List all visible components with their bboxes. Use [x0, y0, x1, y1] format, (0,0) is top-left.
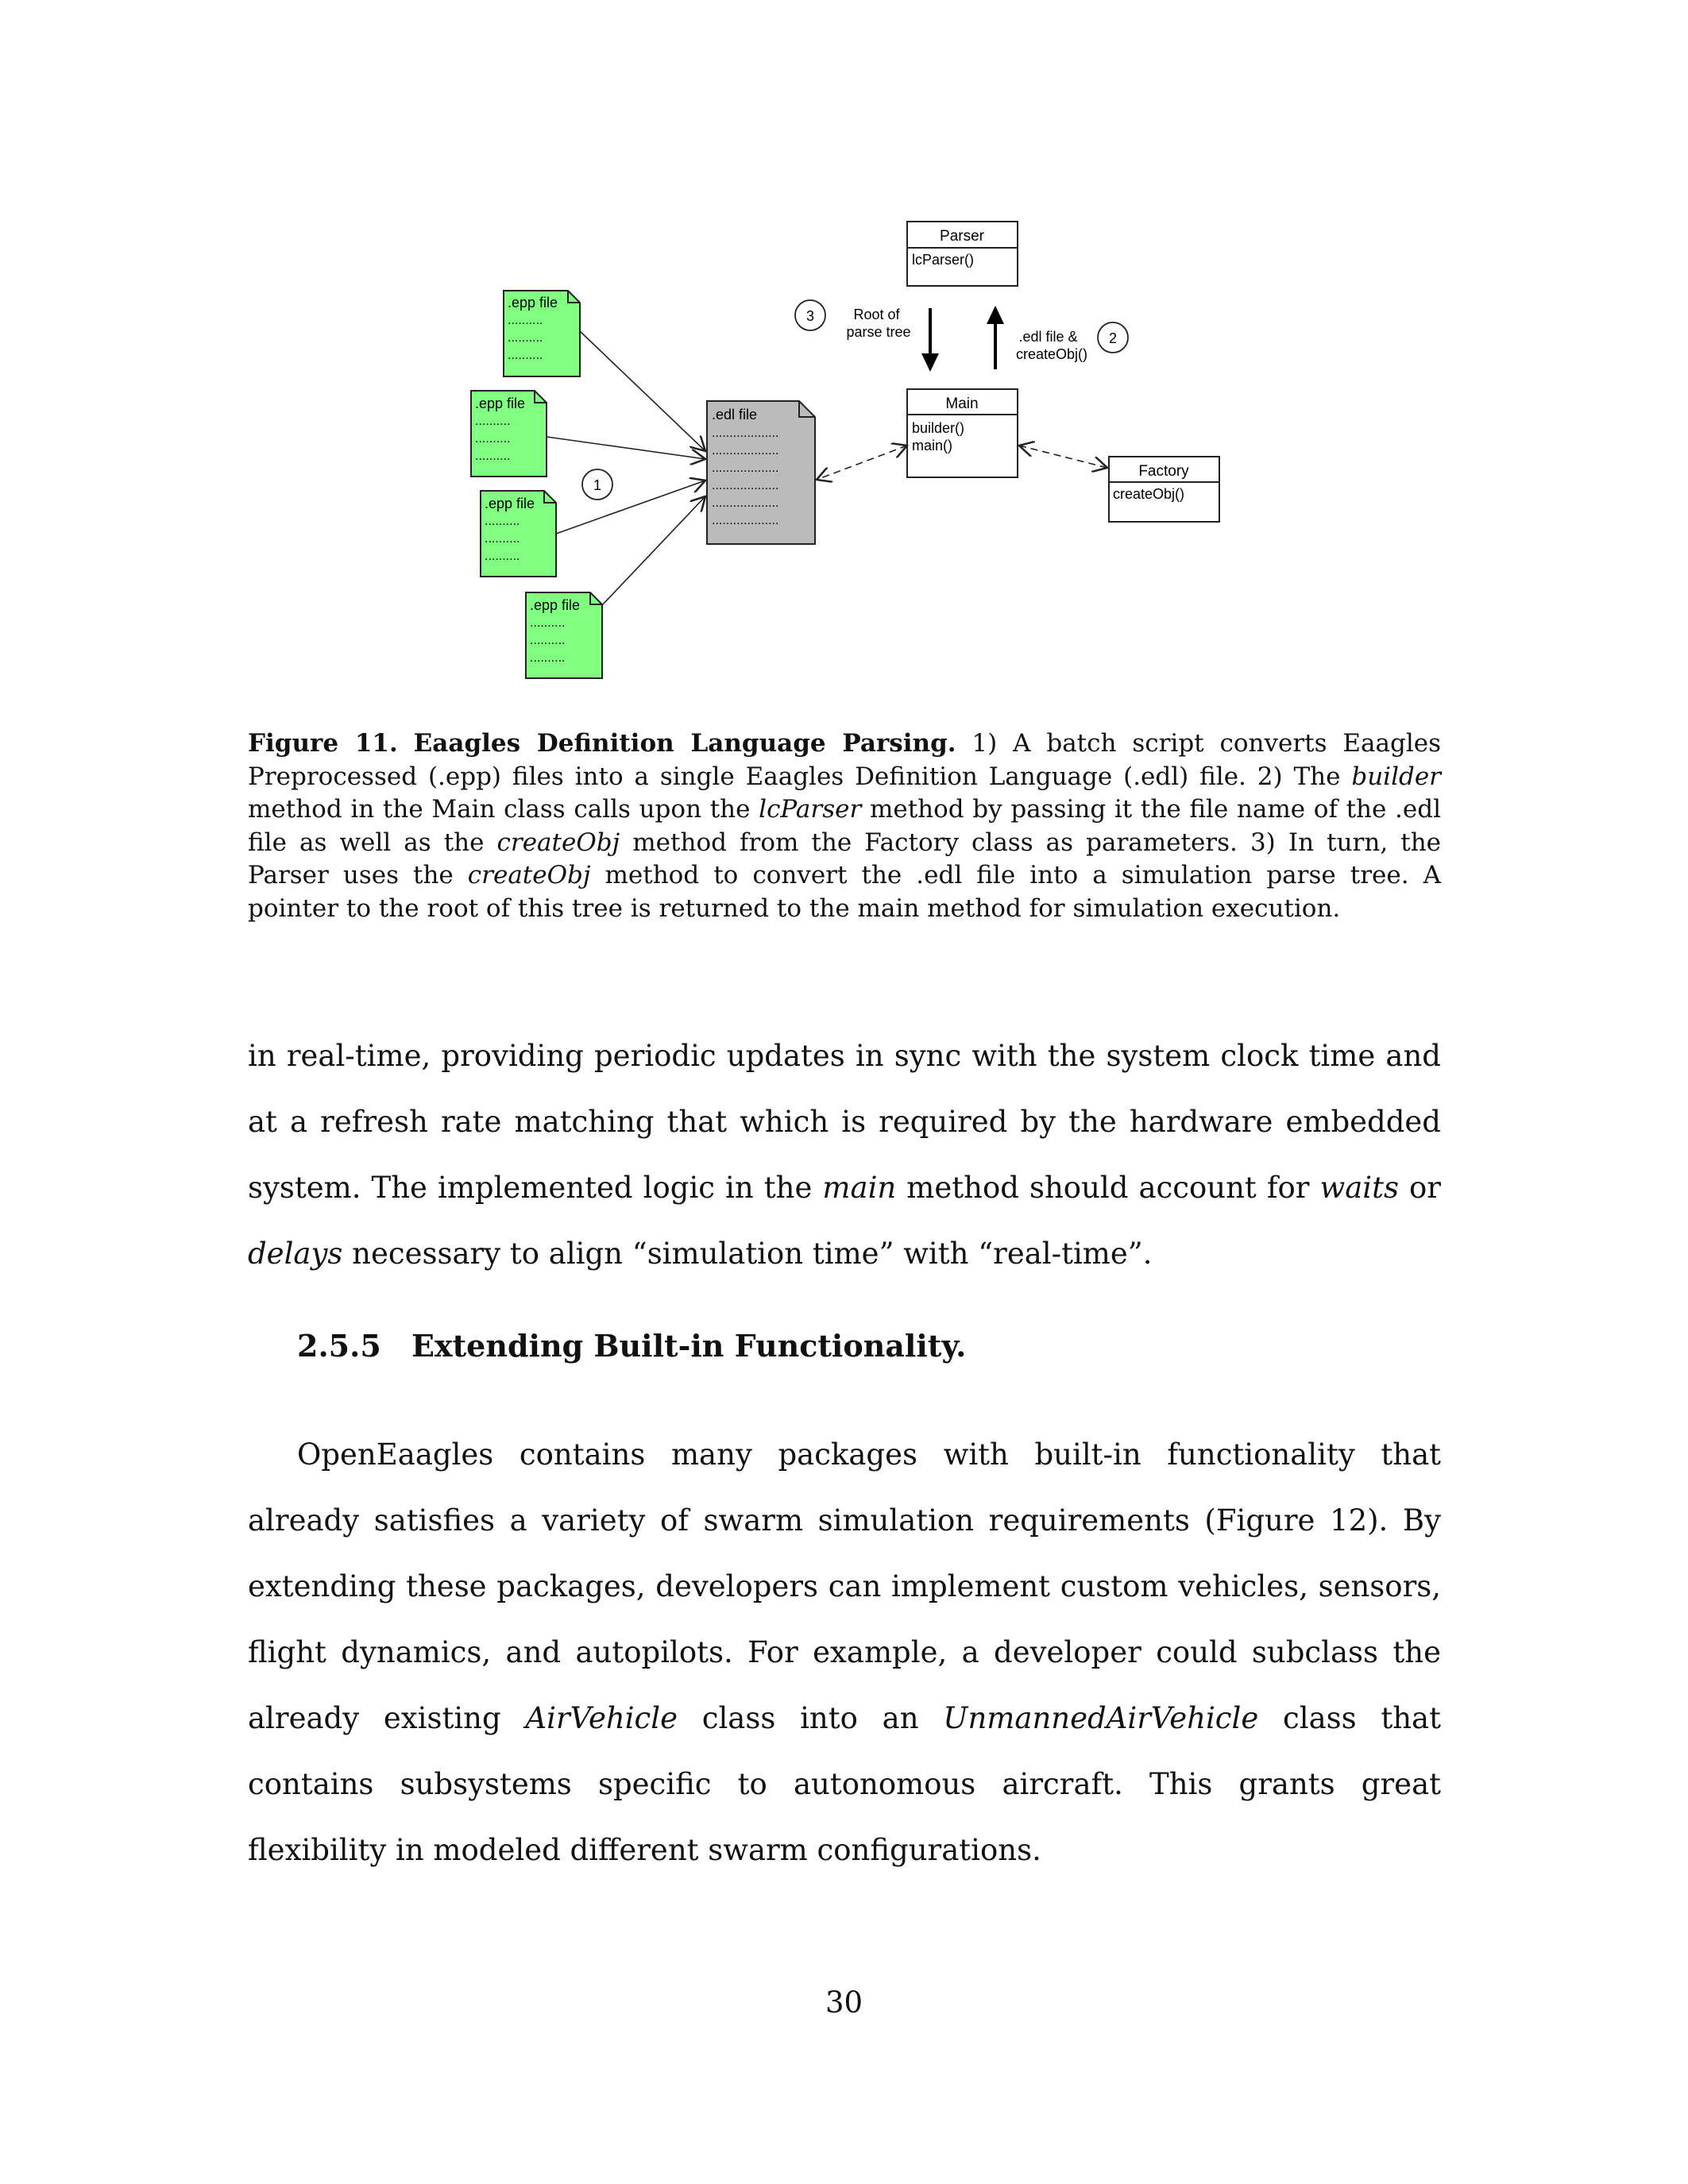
section-title: Extending Built-in Functionality. — [411, 1328, 967, 1364]
edl-dots: ................... — [712, 514, 779, 527]
step-1-marker — [582, 469, 612, 500]
root-of-parse-tree-label: Root of parse tree — [846, 307, 911, 340]
epp-to-edl-arrow — [580, 331, 705, 451]
edl-dots: ................... — [712, 496, 779, 510]
caption-text: method by passing it the file name of the .edl file as well as the — [248, 795, 1441, 857]
section-number: 2.5.5 — [297, 1328, 381, 1364]
epp-dots: .......... — [530, 651, 566, 665]
main-method-builder: builder() — [912, 420, 965, 436]
step-3-marker — [795, 300, 825, 330]
caption-lcparser-term: lcParser — [759, 795, 862, 824]
epp-file-label: .epp file — [530, 597, 581, 613]
main-to-factory-dashed-arrow — [1019, 446, 1107, 468]
epp-file-label: .epp file — [508, 295, 558, 311]
edl-dots: ................... — [712, 461, 779, 475]
caption-createobj-term: createObj — [496, 828, 620, 857]
main-method-main: main() — [912, 438, 953, 453]
caption-text: method from the Factory class as parameters. 3) In turn, the Parser uses the — [248, 828, 1442, 889]
edl-file-document — [707, 401, 815, 544]
edl-dots: ................... — [712, 444, 779, 457]
caption-text: 1) A batch script converts Eaagles Preprocessed (.epp) files into a single Eaagles Definition Language (.edl) file. 2) The — [248, 729, 1442, 791]
epp-dots: .......... — [508, 314, 543, 327]
paragraph-text: class that contains subsystems specific to autonomous aircraft. This grants great flexibility in modeled different swarm configurations. — [248, 1701, 1441, 1867]
main-term: main — [822, 1171, 897, 1205]
epp-file-document — [526, 592, 602, 678]
main-title: Main — [945, 396, 979, 412]
paragraph-text: or — [1398, 1171, 1441, 1205]
epp-dots: .......... — [508, 331, 543, 345]
factory-method: createObj() — [1113, 486, 1185, 502]
main-to-edl-dashed-arrow — [817, 446, 907, 480]
edl-file-label: .edl file — [712, 407, 758, 423]
epp-dots: .......... — [508, 349, 543, 362]
waits-term: waits — [1319, 1171, 1399, 1205]
factory-class-box — [1109, 457, 1219, 522]
edl-createobj-label: .edl file & createObj() — [1015, 329, 1088, 362]
figure-caption — [248, 727, 1441, 925]
edl-createobj-up-arrow — [987, 306, 1004, 369]
unmanned-air-vehicle-term: UnmannedAirVehicle — [943, 1701, 1259, 1735]
caption-builder-term: builder — [1351, 762, 1441, 791]
epp-file-label: .epp file — [485, 496, 535, 511]
step-2-number: 2 — [1108, 330, 1118, 346]
epp-dots: .......... — [475, 432, 511, 446]
epp-dots: .......... — [475, 415, 511, 428]
edl-dots: ................... — [712, 479, 779, 492]
paragraph-text: in real-time, providing periodic updates in sync with the system clock time and at a refresh rate matching that which is required by the hardware embedded system. The implemented logic in the — [248, 1039, 1441, 1205]
factory-title: Factory — [1138, 463, 1189, 480]
epp-file-document — [504, 291, 580, 376]
epp-dots: .......... — [530, 634, 566, 647]
delays-term: delays — [248, 1237, 343, 1271]
page-number: 30 — [825, 1985, 863, 2020]
paragraph-text: method should account for — [896, 1171, 1320, 1205]
body-paragraph-2 — [248, 1422, 1441, 1883]
figure-title: Eaagles Definition Language Parsing. — [413, 729, 956, 758]
caption-text: method in the Main class calls upon the — [248, 795, 759, 824]
epp-dots: .......... — [485, 515, 520, 528]
epp-to-edl-arrow — [556, 480, 705, 534]
parser-method: lcParser() — [912, 252, 975, 268]
step-3-number: 3 — [805, 308, 815, 324]
figure-label: Figure 11. — [248, 729, 398, 758]
step-1-number: 1 — [593, 477, 602, 493]
epp-file-label: .epp file — [475, 396, 526, 411]
paragraph-text: necessary to align “simulation time” with “real-time”. — [342, 1237, 1153, 1271]
parsing-diagram — [0, 0, 1688, 699]
paragraph-text: OpenEaagles contains many packages with built-in functionality that already satisfies a variety of swarm simulation requirements (Figure 12). By extending these packages, developers can implement custom vehicles, sensors, flight dynamics, and autopilots. For example, a developer could subclass the already existing — [248, 1437, 1441, 1735]
parse-tree-down-arrow — [921, 308, 939, 372]
parser-title: Parser — [940, 228, 984, 245]
caption-text: method to convert the .edl file into a simulation parse tree. A pointer to the root of this tree is returned to the main method for simulation execution. — [248, 861, 1441, 923]
epp-to-edl-arrow — [602, 496, 705, 605]
epp-to-edl-arrow — [547, 437, 705, 459]
epp-dots: .......... — [475, 450, 511, 463]
epp-file-document — [481, 491, 556, 577]
main-class-box — [907, 389, 1018, 477]
epp-dots: .......... — [485, 532, 520, 546]
epp-dots: .......... — [485, 550, 520, 563]
step-2-marker — [1098, 322, 1128, 353]
epp-dots: .......... — [530, 616, 566, 630]
epp-file-document — [471, 391, 547, 477]
parser-class-box — [907, 222, 1018, 286]
section-heading — [297, 1328, 966, 1364]
edl-dots: ................... — [712, 426, 779, 440]
caption-createobj-term: createObj — [467, 861, 591, 889]
airvehicle-term: AirVehicle — [525, 1701, 678, 1735]
paragraph-text: class into an — [678, 1701, 944, 1735]
body-paragraph-1 — [248, 1023, 1441, 1287]
